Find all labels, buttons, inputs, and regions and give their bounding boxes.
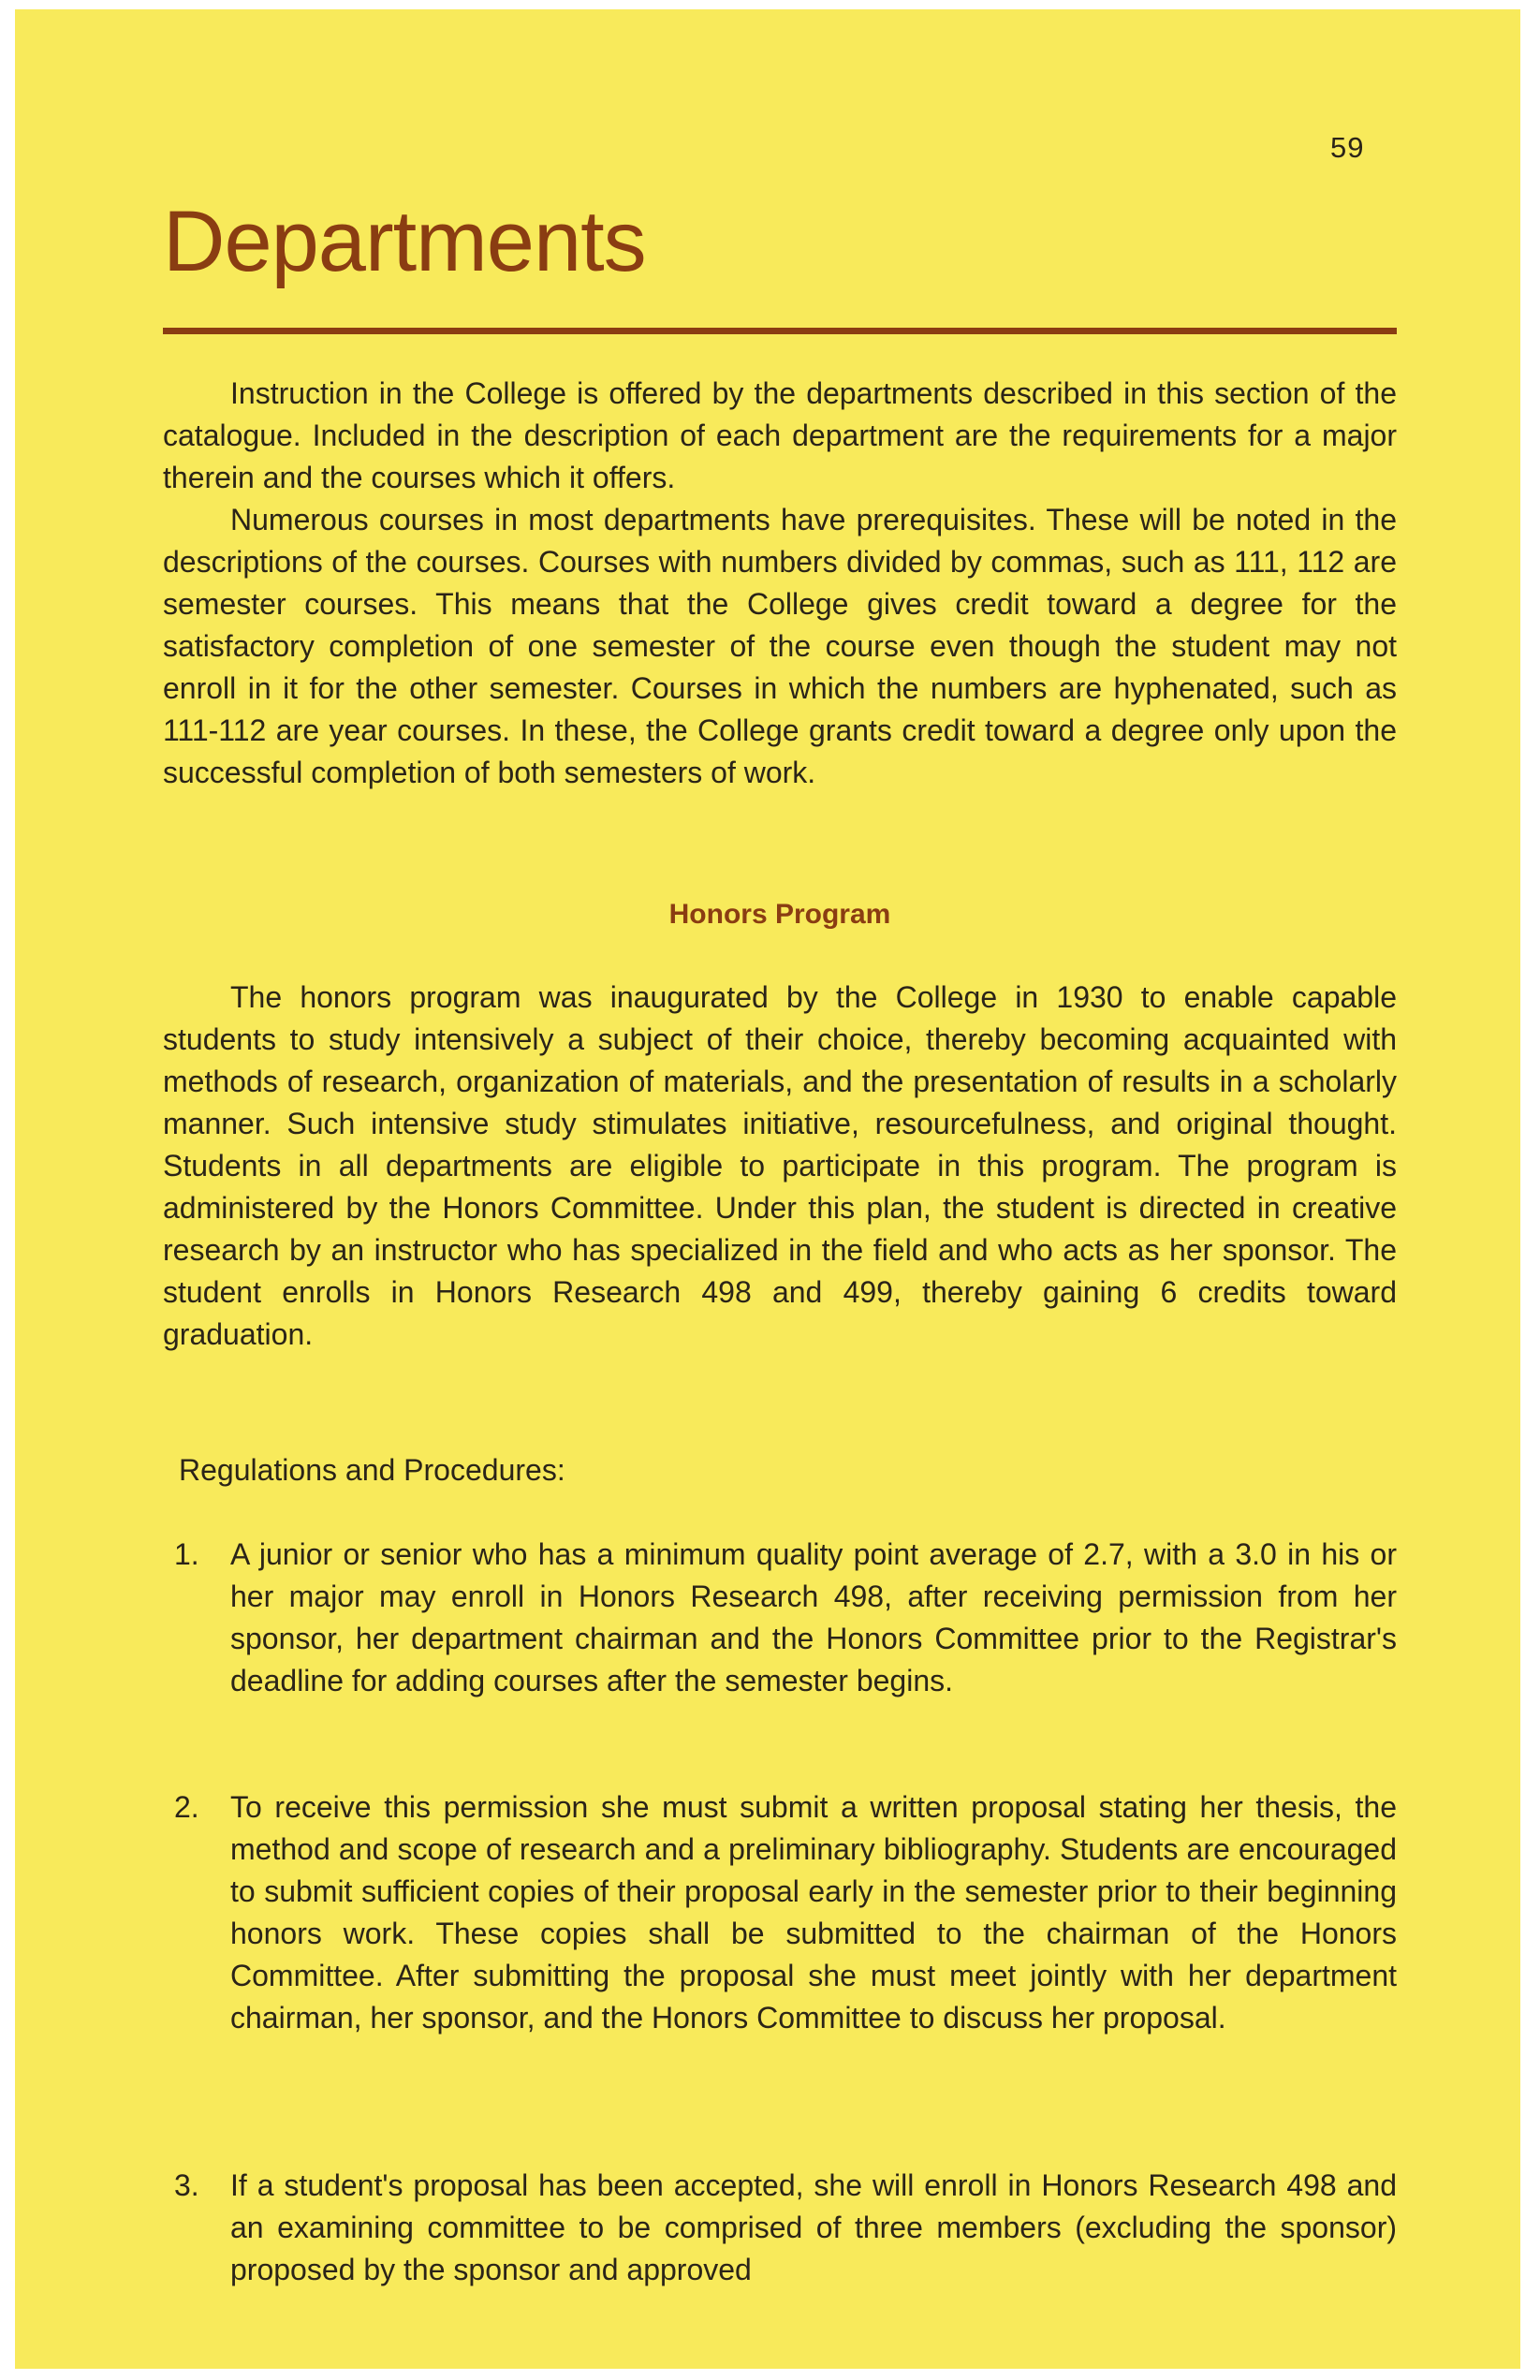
regulations-heading: Regulations and Procedures: <box>179 1453 565 1487</box>
list-item-number: 1. <box>174 1537 199 1571</box>
page-number: 59 <box>1330 131 1365 164</box>
list-item <box>163 1534 1397 1702</box>
list-item <box>163 2165 1397 2291</box>
honors-section <box>163 977 1397 1356</box>
title-divider <box>163 328 1397 334</box>
honors-program-heading: Honors Program <box>668 899 891 930</box>
honors-paragraph: The honors program was inaugurated by the College in 1930 to enable capable students to study intensively a subject of their choice, thereby becoming acquainted with methods of research, organization of materials, and the presentation of results in a scholarly manner. Such intensive study stimulates initiative, resourcefulness, and original thought. Students in all departments are eligible to participate in this program. The program is administered by the Honors Committee. Under this plan, the student is directed in creative research by an instructor who has specialized in the field and who acts as her sponsor. The student enrolls in Honors Research 498 and 499, thereby gaining 6 credits toward graduation. <box>163 980 1397 1351</box>
list-item-text: To receive this permission she must submit a written proposal stating her thesis, the method and scope of research and a preliminary bibliography. Students are encouraged to submit sufficient copies of their proposal early in the semester prior to their beginning honors work. These copies shall be submitted to the chairman of the Honors Committee. After submitting the proposal she must meet jointly with her department chairman, her sponsor, and the Honors Committee to discuss her proposal. <box>230 1790 1397 2035</box>
list-item-number: 2. <box>174 1790 199 1824</box>
list-item-text: If a student's proposal has been accepted, she will enroll in Honors Research 498 and an examining committee to be comprised of three members (excluding the sponsor) proposed by the sponsor and approved <box>230 2168 1397 2286</box>
intro-paragraph: Instruction in the College is offered by the departments described in this section of the catalogue. Included in the description of each department are the requirements for a major therein and the courses which it offers. <box>163 376 1397 494</box>
list-item-number: 3. <box>174 2168 199 2202</box>
intro-section <box>163 373 1397 794</box>
catalogue-page <box>15 9 1520 2369</box>
page-title: Departments <box>163 194 646 289</box>
intro-paragraph: Numerous courses in most departments have prerequisites. These will be noted in the descriptions of the courses. Courses with numbers divided by commas, such as 111, 112 are semester courses. This means that the College gives credit toward a degree for the satisfactory completion of one semester of the course even though the student may not enroll in it for the other semester. Courses in which the numbers are hyphenated, such as 111-112 are year courses. In these, the College grants credit toward a degree only upon the successful completion of both semesters of work. <box>163 503 1397 789</box>
list-item <box>163 1786 1397 2039</box>
list-item-text: A junior or senior who has a minimum quality point average of 2.7, with a 3.0 in his or her major may enroll in Honors Research 498, after receiving permission from her sponsor, her department chairman and the Honors Committee prior to the Registrar's deadline for adding courses after the semester begins. <box>230 1537 1397 1697</box>
